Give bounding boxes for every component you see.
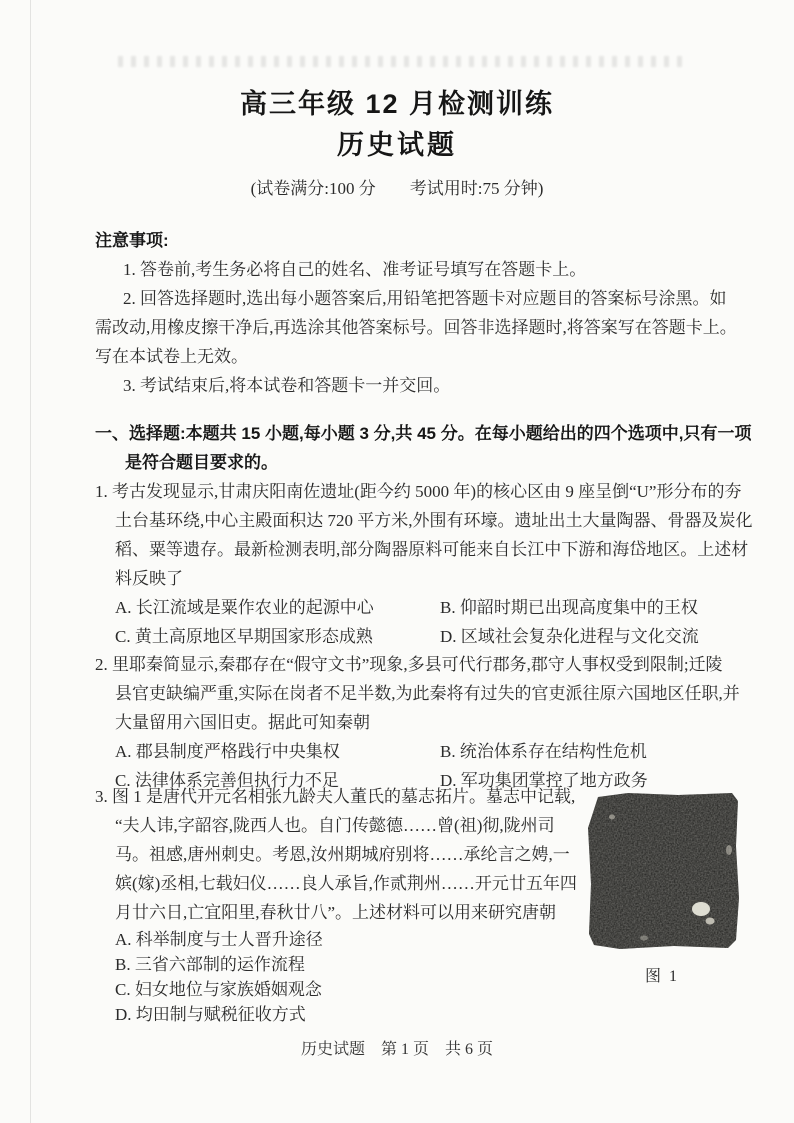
notice-item-2-line-3: 写在本试卷上无效。 <box>95 347 248 366</box>
page-footer: 历史试题 第 1 页 共 6 页 <box>300 1041 493 1058</box>
question-2-option-c: C. 法律体系完善但执行力不足 <box>115 771 339 790</box>
scan-line-artifact <box>30 0 31 1123</box>
scan-bleed-artifact <box>118 56 684 67</box>
question-2-options-row-1 <box>95 737 715 766</box>
question-1-option-d: D. 区域社会复杂化进程与文化交流 <box>440 627 699 646</box>
question-1-option-a: A. 长江流域是粟作农业的起源中心 <box>115 598 374 617</box>
question-2-line-2: 县官吏缺编严重,实际在岗者不足半数,为此秦将有过失的官吏派往原六国地区任职,并 <box>115 684 740 703</box>
figure-1 <box>582 788 742 986</box>
question-3-option-c: C. 妇女地位与家族婚姻观念 <box>115 980 322 999</box>
tombstone-rubbing-image <box>582 788 742 954</box>
question-2-option-d: D. 军功集团掌控了地方政务 <box>440 771 648 790</box>
question-2-option-b: B. 统治体系存在结构性危机 <box>440 742 647 761</box>
question-3-line-3: 马。祖感,唐州刺史。考恩,汝州期城府别将……承纶言之娉,一 <box>115 845 570 864</box>
question-3-option-d: D. 均田制与赋税征收方式 <box>115 1005 306 1024</box>
question-1-option-b: B. 仰韶时期已出现高度集中的王权 <box>440 598 698 617</box>
question-3-line-4: 嫔(嫁)丞相,七载妇仪……良人承旨,作贰荆州……开元廿五年四 <box>115 874 577 893</box>
question-1-option-c: C. 黄土高原地区早期国家形态成熟 <box>115 627 373 646</box>
question-3-line-2: “夫人讳,字韶容,陇西人也。自门传懿德……曾(祖)彻,陇州司 <box>115 816 555 835</box>
question-1-options-row-2 <box>95 622 715 651</box>
question-1-options-row-1 <box>95 593 715 622</box>
question-1-line-4: 料反映了 <box>115 569 183 588</box>
question-1-line-1: 1. 考古发现显示,甘肃庆阳南佐遗址(距今约 5000 年)的核心区由 9 座呈倒“U”形分布的夯 <box>95 482 742 501</box>
question-2-option-a: A. 郡县制度严格践行中央集权 <box>115 742 340 761</box>
question-2-line-3: 大量留用六国旧吏。据此可知秦朝 <box>115 713 370 732</box>
section-one-header-line-1: 一、选择题:本题共 15 小题,每小题 3 分,共 45 分。在每小题给出的四个选项中,只有一项 <box>95 424 752 443</box>
question-3-line-1: 3. 图 1 是唐代开元名相张九龄夫人董氏的墓志拓片。墓志中记载, <box>95 787 576 806</box>
question-3-option-b: B. 三省六部制的运作流程 <box>115 955 305 974</box>
section-one-header <box>95 419 752 477</box>
notice-heading: 注意事项: <box>95 231 169 250</box>
exam-info: (试卷满分:100 分 考试用时:75 分钟) <box>250 179 544 198</box>
figure-1-caption: 图 1 <box>644 968 679 985</box>
exam-title: 高三年级 12 月检测训练 <box>239 89 555 119</box>
question-1 <box>95 477 753 651</box>
notice-item-1: 1. 答卷前,考生务必将自己的姓名、准考证号填写在答题卡上。 <box>123 260 587 279</box>
question-1-line-3: 稻、粟等遗存。最新检测表明,部分陶器原料可能来自长江中下游和海岱地区。上述材 <box>115 540 749 559</box>
notice-item-3: 3. 考试结束后,将本试卷和答题卡一并交回。 <box>123 376 451 395</box>
notice-item-2-line-2: 需改动,用橡皮擦干净后,再选涂其他答案标号。回答非选择题时,将答案写在答题卡上。 <box>95 318 737 337</box>
question-3-option-a: A. 科举制度与士人晋升途径 <box>115 930 323 949</box>
exam-subject-title: 历史试题 <box>337 130 457 160</box>
question-2-line-1: 2. 里耶秦简显示,秦郡存在“假守文书”现象,多县可代行郡务,郡守人事权受到限制;迁陵 <box>95 655 723 674</box>
question-1-line-2: 土台基环绕,中心主殿面积达 720 平方米,外围有环壕。遗址出土大量陶器、骨器及炭化 <box>115 511 753 530</box>
question-3-line-5: 月廿六日,亡宜阳里,春秋廿八”。上述材料可以用来研究唐朝 <box>115 903 557 922</box>
notice-section <box>95 226 737 400</box>
notice-item-2-line-1: 2. 回答选择题时,选出每小题答案后,用铅笔把答题卡对应题目的答案标号涂黑。如 <box>123 289 727 308</box>
section-one-header-line-2: 是符合题目要求的。 <box>125 453 278 472</box>
question-2 <box>95 650 740 795</box>
